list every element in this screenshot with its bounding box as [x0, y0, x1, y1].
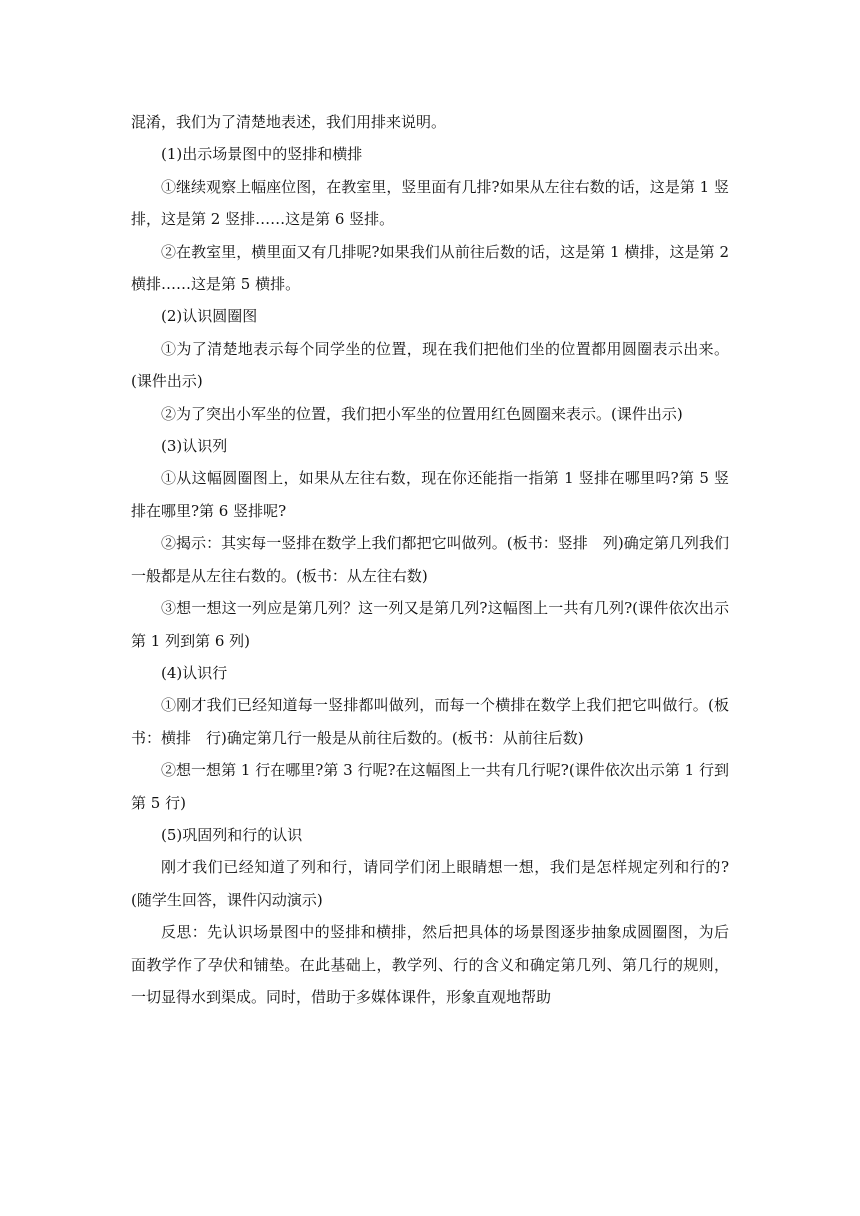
paragraph: ①继续观察上幅座位图，在教室里，竖里面有几排?如果从左往右数的话，这是第 1 竖排，这是第 2 竖排……这是第 6 竖排。	[131, 177, 729, 229]
paragraph: (1)出示场景图中的竖排和横排	[161, 145, 363, 164]
paragraph: (3)认识列	[161, 437, 228, 456]
paragraph: ①从这幅圆圈图上，如果从左往右数，现在你还能指一指第 1 竖排在哪里吗?第 5 竖排在哪里?第 6 竖排呢?	[131, 469, 729, 520]
paragraph: (2)认识圆圈图	[161, 307, 258, 326]
paragraph: ②在教室里，横里面又有几排呢?如果我们从前往后数的话，这是第 1 横排，这是第 2 横排……这是第 5 横排。	[131, 242, 729, 294]
paragraph: (4)认识行	[161, 663, 228, 682]
paragraph: 刚才我们已经知道了列和行，请同学们闭上眼睛想一想，我们是怎样规定列和行的?(随学生回答，课件闪动演示)	[131, 858, 729, 909]
paragraph: 反思：先认识场景图中的竖排和横排，然后把具体的场景图逐步抽象成圆圈图，为后面教学作了孕伏和铺垫。在此基础上，教学列、行的含义和确定第几列、第几行的规则，一切显得水到渠成。同时，借助于多媒体课件，形象直观地帮助	[131, 923, 729, 1006]
paragraph: ②想一想第 1 行在哪里?第 3 行呢?在这幅图上一共有几行呢?(课件依次出示第 1 行到第 5 行)	[131, 761, 729, 812]
paragraph: ③想一想这一列应是第几列？这一列又是第几列?这幅图上一共有几列?(课件依次出示第 1 列到第 6 列)	[131, 599, 729, 650]
paragraph: ①刚才我们已经知道每一竖排都叫做列，而每一个横排在数学上我们把它叫做行。(板书：横排 行)确定第几行一般是从前往后数的。(板书：从前往后数)	[131, 696, 729, 747]
document-body	[131, 106, 729, 1013]
paragraph: (5)巩固列和行的认识	[161, 825, 303, 844]
paragraph: ①为了清楚地表示每个同学坐的位置，现在我们把他们坐的位置都用圆圈表示出来。(课件出示)	[131, 339, 729, 391]
paragraph: 混淆，我们为了清楚地表述，我们用排来说明。	[131, 113, 447, 131]
paragraph: ②揭示：其实每一竖排在数学上我们都把它叫做列。(板书：竖排 列)确定第几列我们一般都是从左往右数的。(板书：从左往右数)	[131, 534, 729, 585]
paragraph: ②为了突出小军坐的位置，我们把小军坐的位置用红色圆圈来表示。(课件出示)	[161, 404, 683, 423]
